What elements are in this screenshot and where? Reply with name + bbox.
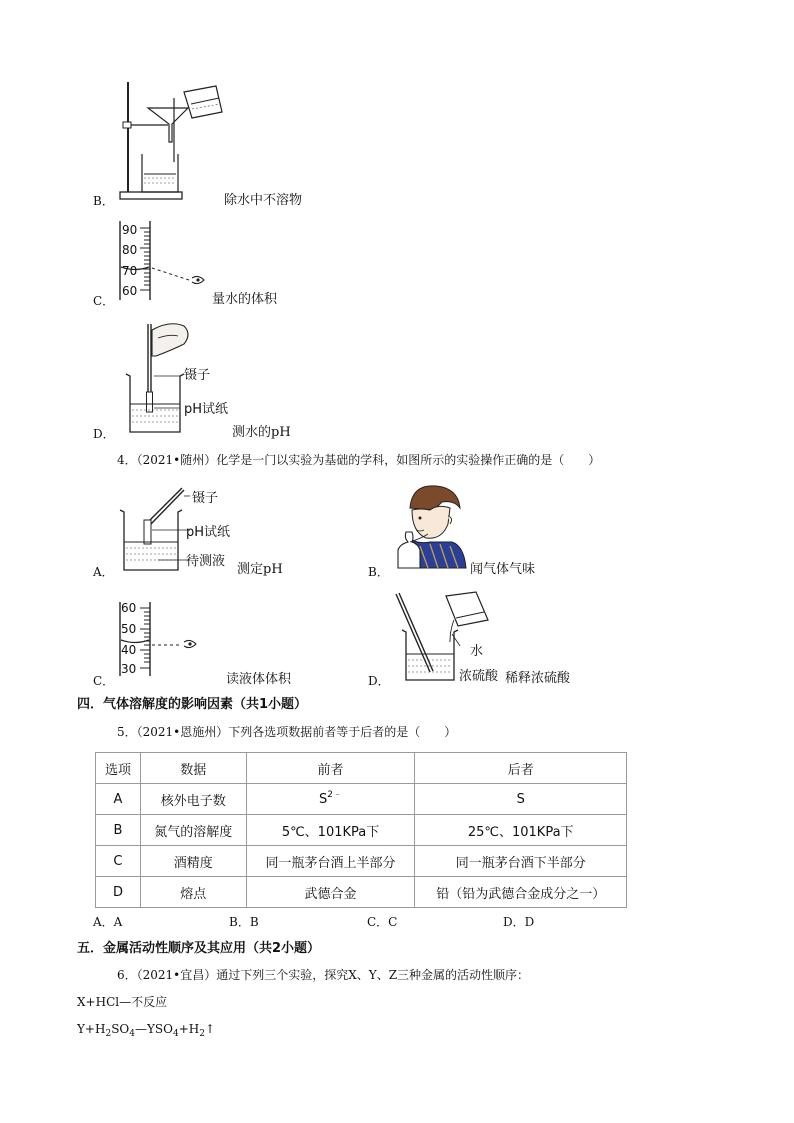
section-5-title: 五．金属活动性顺序及其应用（共2小题） [77,941,321,956]
cell-latter: S [415,784,627,815]
cell-option: D [96,877,141,908]
q6-stem: 6．（2021•宜昌）通过下列三个实验，探究X、Y、Z三种金属的活动性顺序： [117,968,530,982]
eq2-subscript: 4 [172,1029,179,1039]
q6-equation-2 [77,1022,216,1039]
q5-option-d: D．D [503,915,535,929]
q3-option-d-caption: 测水的pH [232,425,291,440]
cell-former: 武德合金 [246,877,415,908]
q4-a-label-paper: pH试纸 [186,525,231,540]
eq2-part: Y+H [77,1022,106,1036]
q4-option-c-caption: 读液体体积 [226,672,292,687]
q4-option-b-letter: B． [368,565,389,579]
q6-equation-1: X+HCl—不反应 [77,995,168,1009]
cell-option: C [96,846,141,877]
q4-a-label-tweezers: 镊子 [192,491,219,506]
q5-option-b: B．B [229,915,259,929]
eq2-subscript: 2 [105,1029,112,1039]
table-row [96,877,627,908]
eq2-part: SO [111,1022,130,1036]
header-option: 选项 [96,753,141,784]
q3-c-scale-80: 80 [122,243,138,257]
cell-option: B [96,815,141,846]
table-header-row [96,753,627,784]
q4-option-a-caption: 测定pH [237,562,283,577]
gas-arrow-icon: ↑ [204,1022,216,1036]
q5-option-a: A．A [93,915,123,929]
q3-d-label-paper: pH试纸 [184,402,229,417]
smell-gas-boy-figure [390,480,470,572]
table-row [96,846,627,877]
eq2-subscript: 2 [199,1029,205,1039]
eq2-part: +H [178,1022,200,1036]
q4-option-c-letter: C． [93,674,115,688]
header-former: 前者 [246,753,415,784]
header-data: 数据 [140,753,246,784]
q4-c-scale-30: 30 [121,662,137,676]
q4-option-b-caption: 闻气体气味 [470,562,536,577]
q3-option-c-caption: 量水的体积 [212,292,278,307]
q4-d-label-water: 水 [470,644,484,659]
cell-former [246,784,415,815]
q4-a-label-liquid: 待测液 [186,554,226,569]
q3-c-scale-90: 90 [122,223,138,237]
q4-c-scale-50: 50 [121,622,137,636]
q3-c-scale-70: 70 [122,264,138,278]
filtration-apparatus-figure [112,78,227,204]
header-latter: 后者 [415,753,627,784]
table-row [96,784,627,815]
table-row [96,815,627,846]
cell-data: 酒精度 [140,846,246,877]
q5-data-table [95,752,627,908]
q4-option-d-letter: D． [368,674,390,688]
ph-measurement-figure [118,482,190,574]
q4-d-label-acid: 浓硫酸 [459,669,499,684]
cell-data: 氮气的溶解度 [140,815,246,846]
cell-option: A [96,784,141,815]
ion-charge: 2﹣ [327,789,343,800]
cell-former: 5℃、101KPa下 [246,815,415,846]
cell-data: 熔点 [140,877,246,908]
q4-c-scale-60: 60 [121,601,137,615]
q4-c-scale-40: 40 [121,643,137,657]
section-4-title: 四．气体溶解度的影响因素（共1小题） [77,697,308,712]
eq2-subscript: 4 [129,1029,135,1039]
q4-stem: 4．（2021•随州）化学是一门以实验为基础的学科，如图所示的实验操作正确的是（ ） [117,453,601,467]
cell-former: 同一瓶茅台酒上半部分 [246,846,415,877]
cell-data: 核外电子数 [140,784,246,815]
q3-c-scale-60: 60 [122,284,138,298]
eq2-part: —YSO [134,1022,173,1036]
cell-latter: 25℃、101KPa下 [415,815,627,846]
q3-option-c-letter: C． [93,294,115,308]
q3-option-b-caption: 除水中不溶物 [224,193,303,208]
q3-d-label-tweezers: 镊子 [184,368,211,383]
q3-option-d-letter: D． [93,427,115,441]
q4-option-d-caption: 稀释浓硫酸 [505,671,571,686]
q4-option-a-letter: A． [93,565,114,579]
q3-option-b-letter: B． [93,194,114,208]
cell-latter: 铅（铅为武德合金成分之一） [415,877,627,908]
q5-option-c: C．C [367,915,398,929]
sulfide-ion-symbol: S [319,791,328,807]
q5-stem: 5．（2021•恩施州）下列各选项数据前者等于后者的是（ ） [117,725,457,739]
cell-latter: 同一瓶茅台酒下半部分 [415,846,627,877]
